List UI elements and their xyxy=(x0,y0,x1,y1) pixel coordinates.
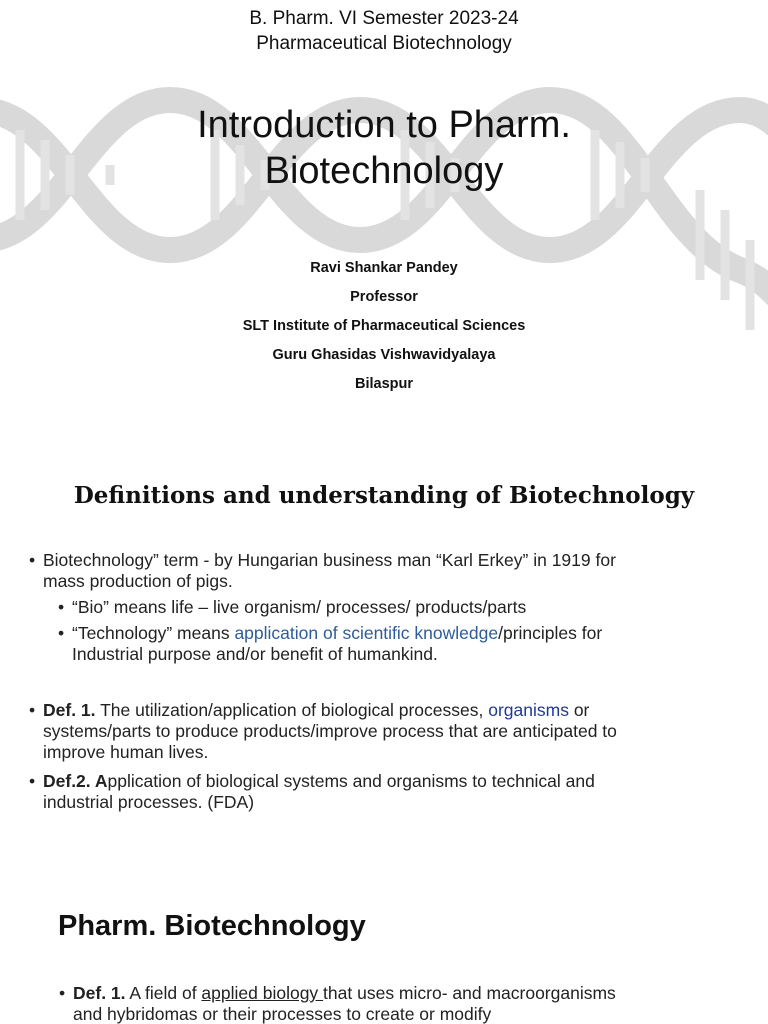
bullet-icon: • xyxy=(58,597,65,617)
bullet-term-origin xyxy=(29,550,616,592)
text-segment: “Technology” means xyxy=(72,623,235,643)
author-name: Ravi Shankar Pandey xyxy=(310,260,458,276)
text-segment: The utilization/application of biological processes, xyxy=(95,700,489,720)
author-institute: SLT Institute of Pharmaceutical Sciences xyxy=(242,318,526,334)
bullet-text-line xyxy=(72,623,602,644)
definition-label: Def. 1. xyxy=(43,700,96,720)
text-segment: that uses micro- and macroorganisms xyxy=(323,983,616,1003)
pharm-biotech-slide xyxy=(0,864,768,1024)
bullet-text-line: and hybridomas or their processes to create or modify xyxy=(73,1004,492,1024)
course-info xyxy=(0,6,768,56)
bullet-text-line: systems/parts to produce products/improve process that are anticipated to xyxy=(43,721,617,741)
text-segment: pplication of biological systems and organisms to technical and xyxy=(107,771,595,791)
bullet-text-line: “Bio” means life – live organism/ processes/ products/parts xyxy=(72,597,527,617)
author-block xyxy=(0,254,768,399)
highlight-text: application of scientific knowledge xyxy=(234,623,499,643)
bullet-text-line: Industrial purpose and/or benefit of humankind. xyxy=(72,644,438,664)
text-segment: or xyxy=(568,700,590,720)
title-slide xyxy=(0,0,768,432)
sub-bullet-bio xyxy=(58,597,527,618)
bullet-icon: • xyxy=(58,623,65,643)
applied-biology-link[interactable]: applied biology xyxy=(201,983,324,1003)
bullet-text-line: Biotechnology” term - by Hungarian business man “Karl Erkey” in 1919 for xyxy=(43,550,616,570)
definition-label: Def. 1. xyxy=(73,983,126,1003)
bullet-definition-1 xyxy=(29,700,617,763)
bullet-definition-1 xyxy=(59,983,616,1024)
bullet-text-line xyxy=(73,983,616,1004)
slide-title xyxy=(0,102,768,194)
author-position: Professor xyxy=(350,289,418,305)
course-semester: B. Pharm. VI Semester 2023-24 xyxy=(249,8,519,29)
title-line-2: Biotechnology xyxy=(264,150,504,192)
bullet-text-line xyxy=(43,771,595,792)
sub-bullet-technology xyxy=(58,623,603,665)
definition-label: Def.2. A xyxy=(43,771,108,791)
bullet-definition-2 xyxy=(29,771,595,813)
bullet-text-line: improve human lives. xyxy=(43,742,209,762)
bullet-text-line: mass production of pigs. xyxy=(43,571,233,591)
text-segment: A field of xyxy=(125,983,202,1003)
bullet-text-line xyxy=(43,700,617,721)
section-title: Pharm. Biotechnology xyxy=(58,910,366,942)
definitions-slide xyxy=(0,432,768,864)
section-title: Definitions and understanding of Biotechnology xyxy=(73,482,695,509)
text-segment: /principles for xyxy=(498,623,603,643)
bullet-icon: • xyxy=(59,983,66,1003)
bullet-icon: • xyxy=(29,771,36,791)
author-university: Guru Ghasidas Vishwavidyalaya xyxy=(272,347,496,363)
course-subject: Pharmaceutical Biotechnology xyxy=(256,33,512,54)
bullet-icon: • xyxy=(29,700,36,720)
title-line-1: Introduction to Pharm. xyxy=(197,104,571,146)
organisms-link[interactable]: organisms xyxy=(488,700,569,720)
bullet-text-line: industrial processes. (FDA) xyxy=(43,792,255,812)
bullet-icon: • xyxy=(29,550,36,570)
author-city: Bilaspur xyxy=(354,376,413,392)
